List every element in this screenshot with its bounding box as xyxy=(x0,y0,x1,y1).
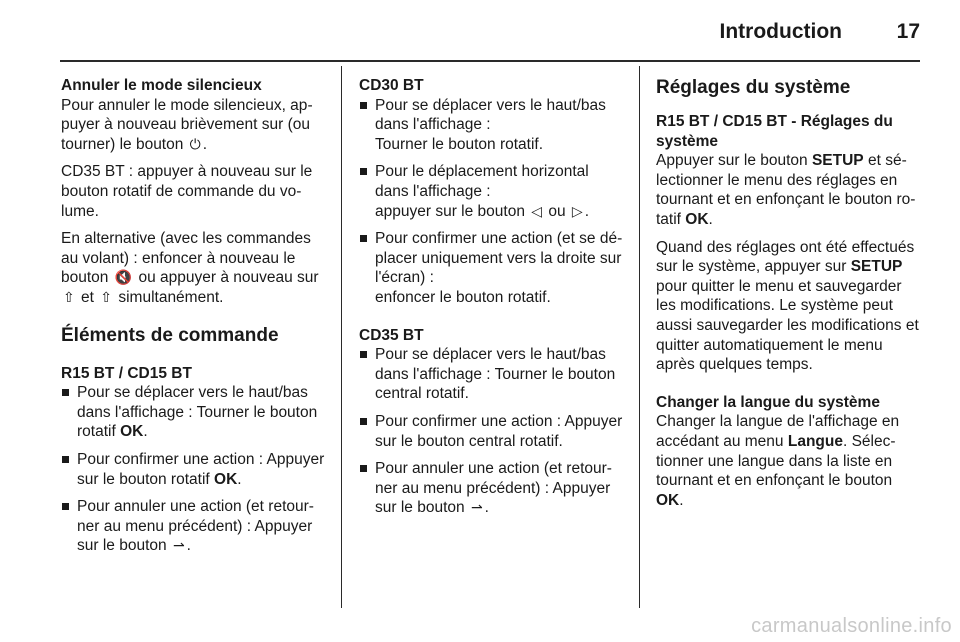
subheading-mute: Annuler le mode silencieux xyxy=(61,77,262,94)
back-icon: ⇀ xyxy=(172,537,185,554)
paragraph: Appuyer sur le bouton SETUP et sélectionner le menu des réglages en tournant et en enfonçant le bouton rotatif OK. xyxy=(656,152,916,228)
watermark: carmanualsonline.info xyxy=(751,615,952,637)
list xyxy=(359,96,625,308)
paragraph: CD35 BT : appuyer à nouveau sur le bouton rotatif de commande du volume. xyxy=(61,163,313,220)
page-number: 17 xyxy=(896,20,920,43)
paragraph: En alternative (avec les commandes au volant) : enfoncer à nouveau le bouton 🔇 ou appuyer à nouveau sur ⇧ et ⇧ simultanément. xyxy=(61,230,319,306)
list-item: Pour le déplacement horizontal dans l'affichage : appuyer sur le bouton ◁ ou ▷ . xyxy=(359,162,625,221)
section-title-system: Réglages du système xyxy=(656,77,851,98)
power-icon: ⏻ xyxy=(189,135,201,152)
list-item: Pour se déplacer vers le haut/bas dans l'affichage : Tourner le bouton rotatif OK. xyxy=(61,383,327,442)
column-left xyxy=(61,76,327,564)
column-divider xyxy=(639,66,640,608)
paragraph: Pour annuler le mode silencieux, appuyer à nouveau brièvement sur (ou tourner) le bouton ⏻ . xyxy=(61,96,313,153)
volume-up-icon: ⇧ xyxy=(100,288,113,305)
back-icon: ⇀ xyxy=(470,499,483,516)
list-item: Pour annuler une action (et retourner au menu précédent) : Appuyer sur le bouton ⇀ . xyxy=(61,497,327,556)
paragraph: Quand des réglages ont été effectués sur le système, appuyer sur SETUP pour quitter le menu et sauvegarder les modifications. Le système peut aussi sauvegarder les modifications et quitter automatiquement le menu après quelques temps. xyxy=(656,238,919,374)
column-right xyxy=(656,76,922,518)
column-middle xyxy=(359,76,625,526)
page-header xyxy=(60,0,920,62)
list xyxy=(359,345,625,518)
header-title: Introduction xyxy=(719,20,842,43)
paragraph: Changer la langue de l'affichage en accédant au menu Langue. Sélectionner une langue dans la liste en tournant et en enfonçant le bouton OK. xyxy=(656,413,900,509)
mute-icon: 🔇 xyxy=(114,269,133,286)
column-divider xyxy=(341,66,342,608)
list-item: Pour confirmer une action : Appuyer sur le bouton central rotatif. xyxy=(359,412,625,451)
subheading-language: Changer la langue du système xyxy=(656,393,880,411)
volume-up-icon: ⇧ xyxy=(63,288,75,305)
right-arrow-icon: ▷ xyxy=(571,202,583,219)
left-arrow-icon: ◁ xyxy=(531,202,543,219)
list-item: Pour se déplacer vers le haut/bas dans l'affichage : Tourner le bouton rotatif. xyxy=(359,96,625,155)
list-item: Pour confirmer une action : Appuyer sur le bouton rotatif OK. xyxy=(61,450,327,489)
subheading-cd30: CD30 BT xyxy=(359,77,424,94)
subheading-r15: R15 BT / CD15 BT xyxy=(61,364,192,382)
list-item: Pour annuler une action (et retourner au menu précédent) : Appuyer sur le bouton ⇀ . xyxy=(359,459,625,518)
list-item: Pour confirmer une action (et se déplacer uniquement vers la droite sur l'écran) : enfoncer le bouton rotatif. xyxy=(359,229,625,307)
subheading-r15-settings: R15 BT / CD15 BT - Réglages du système xyxy=(656,113,893,150)
section-title-controls: Éléments de commande xyxy=(61,324,279,346)
list-item: Pour se déplacer vers le haut/bas dans l'affichage : Tourner le bouton central rotatif. xyxy=(359,345,625,404)
list xyxy=(61,383,327,556)
subheading-cd35: CD35 BT xyxy=(359,326,424,344)
